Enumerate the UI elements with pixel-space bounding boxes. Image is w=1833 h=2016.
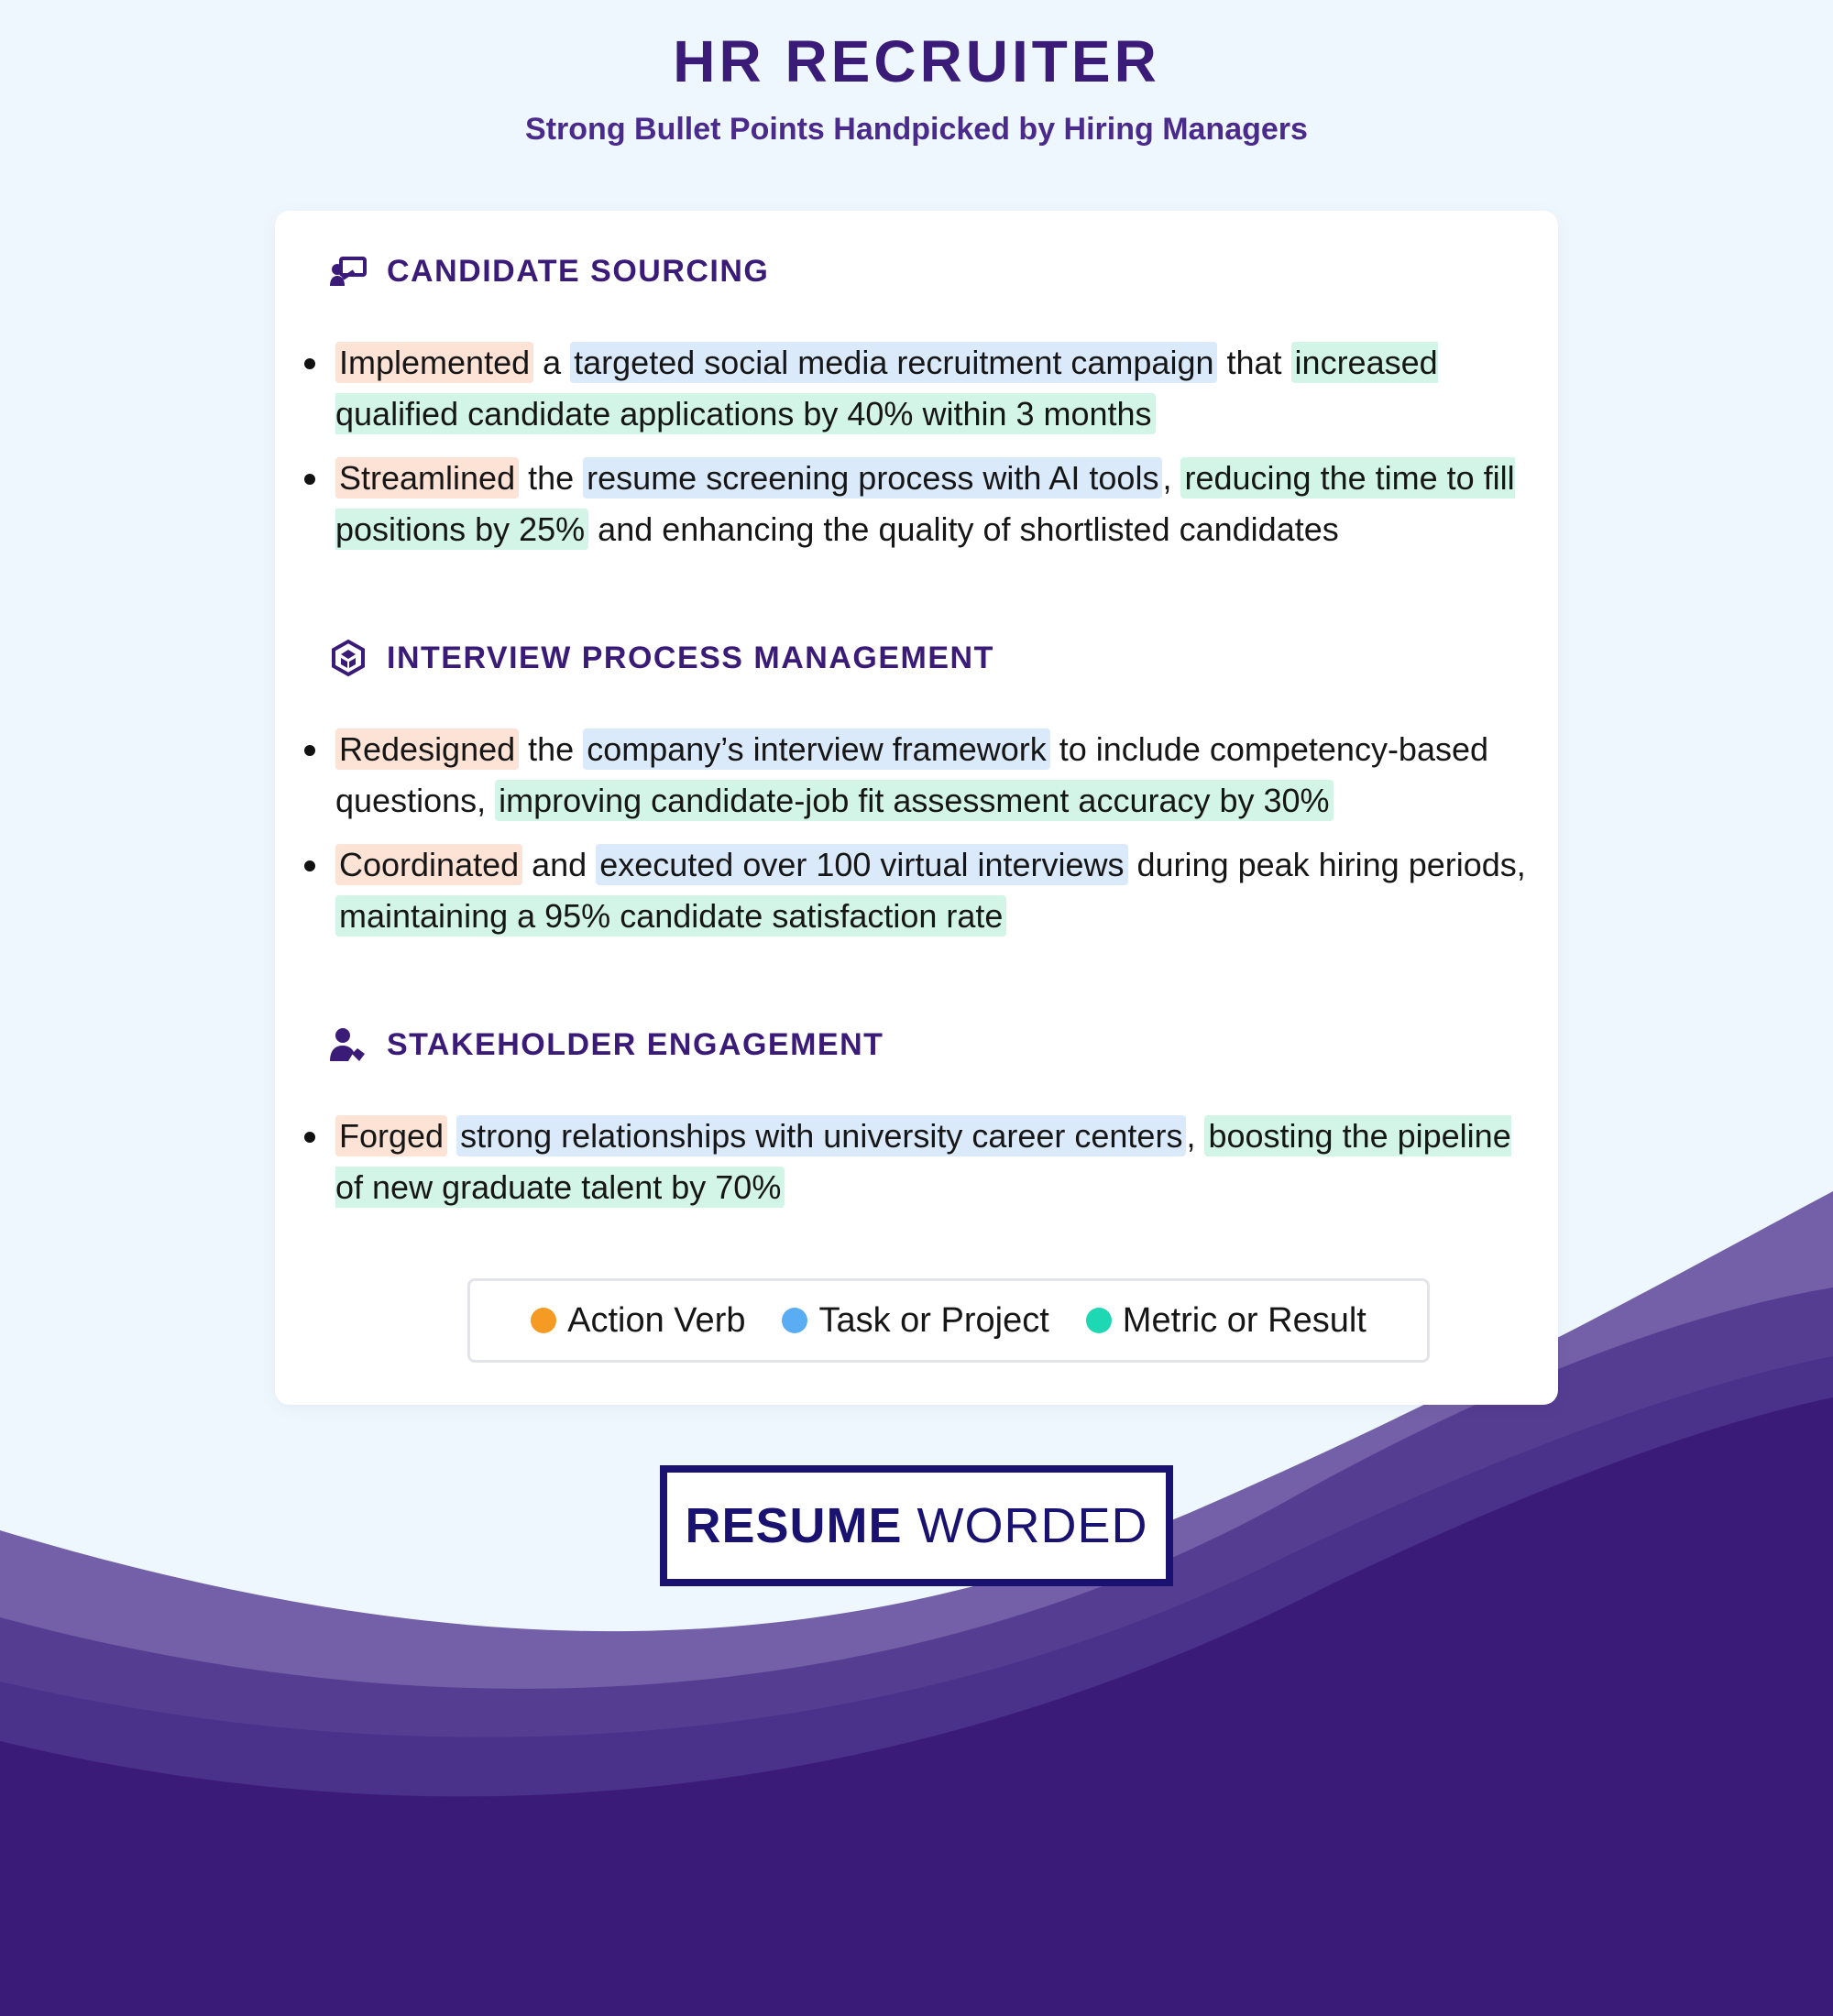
logo-text-strong: RESUME xyxy=(685,1498,903,1553)
legend-item-task-or-project xyxy=(782,1301,1048,1341)
task-highlight: targeted social media recruitment campaign xyxy=(570,342,1217,383)
section-header-candidate-sourcing xyxy=(328,251,769,291)
legend-label: Metric or Result xyxy=(1122,1300,1367,1340)
bullet-text: during peak hiring periods, xyxy=(1127,846,1526,883)
bullet-points-card xyxy=(275,211,1558,1405)
bullet-list xyxy=(302,337,1531,568)
legend-label: Task or Project xyxy=(818,1300,1049,1340)
metric-highlight: maintaining a 95% candidate satisfaction rate xyxy=(335,895,1006,937)
bullet-point xyxy=(302,1111,1531,1213)
task-highlight: company’s interview framework xyxy=(583,729,1050,770)
presentation-user-icon xyxy=(328,251,368,291)
action-verb-highlight: Streamlined xyxy=(335,457,519,499)
page-title: HR RECRUITER xyxy=(673,28,1160,94)
section-header-interview-process-management xyxy=(328,638,994,678)
bullet-text: the xyxy=(519,459,584,497)
task-highlight: strong relationships with university career centers xyxy=(456,1115,1186,1156)
task-highlight: resume screening process with AI tools xyxy=(583,457,1162,499)
bullet-text: to include competency-based questions, xyxy=(335,730,1489,819)
action-verb-highlight: Implemented xyxy=(335,342,533,383)
bullet-text: the xyxy=(519,730,584,768)
blue-dot-icon xyxy=(782,1308,807,1333)
section-header-stakeholder-engagement xyxy=(328,1024,884,1065)
bullet-text: that xyxy=(1217,344,1291,381)
bullet-list xyxy=(302,724,1531,955)
user-handshake-icon xyxy=(328,1024,368,1065)
bullet-point xyxy=(302,839,1531,942)
bullet-text: and enhancing the quality of shortlisted candidates xyxy=(588,510,1339,548)
bullet-point xyxy=(302,453,1531,555)
cube-icon xyxy=(328,638,368,678)
bullet-point xyxy=(302,337,1531,440)
legend xyxy=(467,1278,1430,1363)
bullet-text: , xyxy=(1186,1117,1205,1155)
bullet-text: , xyxy=(1162,459,1181,497)
metric-highlight: improving candidate-job fit assessment accuracy by 30% xyxy=(495,780,1333,821)
section-title: INTERVIEW PROCESS MANAGEMENT xyxy=(387,640,994,675)
bullet-list xyxy=(302,1111,1531,1226)
metric-highlight: boosting the pipeline of new graduate talent by 70% xyxy=(335,1117,1511,1206)
orange-dot-icon xyxy=(531,1308,556,1333)
metric-highlight: increased qualified candidate applications by 40% within 3 months xyxy=(335,344,1438,433)
metric-highlight: reducing the time to fill positions by 25% xyxy=(335,459,1515,548)
action-verb-highlight: Redesigned xyxy=(335,729,519,770)
action-verb-highlight: Forged xyxy=(335,1115,447,1156)
resume-worded-logo[interactable] xyxy=(660,1465,1173,1586)
page-subtitle: Strong Bullet Points Handpicked by Hiring Managers xyxy=(525,112,1308,147)
bullet-point xyxy=(302,724,1531,827)
legend-item-action-verb xyxy=(531,1301,745,1341)
section-title: STAKEHOLDER ENGAGEMENT xyxy=(387,1026,884,1062)
bullet-text: and xyxy=(522,846,597,883)
teal-dot-icon xyxy=(1086,1308,1112,1333)
task-highlight: executed over 100 virtual interviews xyxy=(596,844,1127,885)
bullet-text xyxy=(447,1117,456,1155)
section-title: CANDIDATE SOURCING xyxy=(387,253,770,289)
legend-item-metric-or-result xyxy=(1086,1301,1367,1341)
logo-text-light: WORDED xyxy=(916,1498,1148,1553)
bullet-text: a xyxy=(533,344,571,381)
legend-label: Action Verb xyxy=(567,1300,746,1340)
action-verb-highlight: Coordinated xyxy=(335,844,522,885)
